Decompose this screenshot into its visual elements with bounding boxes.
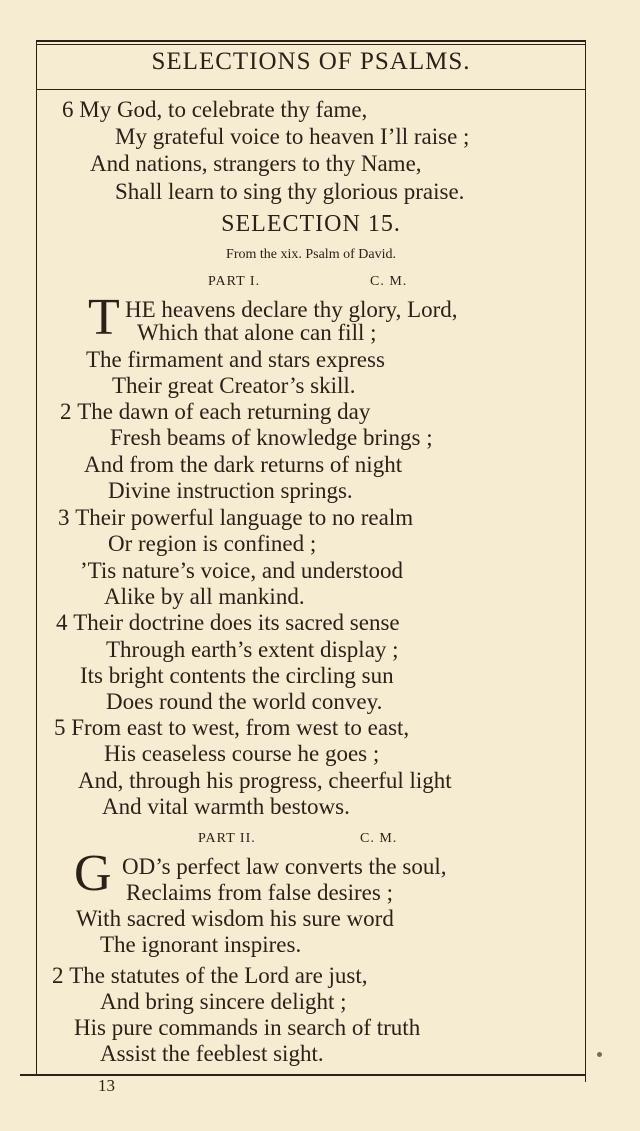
left-rule	[36, 40, 37, 1074]
verse-line: HE heavens declare thy glory, Lord,	[125, 297, 458, 322]
verse-line: 6 My God, to celebrate thy fame,	[62, 97, 368, 122]
verse-line: Shall learn to sing thy glorious praise.	[115, 179, 465, 204]
verse-line: Fresh beams of knowledge brings ;	[110, 425, 433, 450]
verse-line: OD’s perfect law converts the soul,	[122, 854, 447, 879]
verse-line: My grateful voice to heaven I’ll raise ;	[115, 124, 470, 149]
verse-line: And nations, strangers to thy Name,	[90, 151, 422, 176]
part-label: PART II.	[198, 831, 256, 846]
verse-line: 5 From east to west, from west to east,	[54, 715, 410, 740]
verse-line: 3 Their powerful language to no realm	[58, 505, 414, 530]
verse-line: And from the dark returns of night	[84, 452, 403, 477]
verse-line: Their great Creator’s skill.	[112, 373, 356, 398]
header-rule	[36, 89, 586, 90]
meter-label: C. M.	[360, 831, 398, 846]
paper-spot	[597, 1052, 602, 1057]
verse-line: The ignorant inspires.	[100, 932, 302, 957]
verse-line: 4 Their doctrine does its sacred sense	[56, 610, 400, 635]
verse-line: Assist the feeblest sight.	[100, 1041, 324, 1066]
verse-line: And bring sincere delight ;	[100, 989, 347, 1014]
running-header: SELECTIONS OF PSALMS.	[151, 48, 471, 75]
verse-line: Does round the world convey.	[106, 689, 383, 714]
verse-line: Reclaims from false desires ;	[126, 880, 393, 905]
verse-line: With sacred wisdom his sure word	[76, 906, 394, 931]
verse-line: Its bright contents the circling sun	[80, 663, 394, 688]
top-rule-thin	[36, 44, 586, 45]
verse-line: Which that alone can fill ;	[137, 320, 377, 345]
verse-line: 2 The statutes of the Lord are just,	[52, 963, 368, 988]
verse-line: Through earth’s extent display ;	[106, 637, 399, 662]
verse-line: His ceaseless course he goes ;	[104, 741, 380, 766]
part-label: PART I.	[208, 274, 261, 289]
drop-cap: T	[88, 289, 120, 346]
verse-line: The firmament and stars express	[86, 347, 385, 372]
verse-line: Divine instruction springs.	[108, 478, 353, 503]
selection-title: SELECTION 15.	[221, 211, 401, 237]
verse-line: His pure commands in search of truth	[74, 1015, 421, 1040]
top-rule	[36, 40, 586, 42]
drop-cap: G	[74, 845, 112, 902]
verse-line: And, through his progress, cheerful light	[78, 768, 452, 793]
selection-subtitle: From the xix. Psalm of David.	[226, 247, 396, 262]
verse-line: ’Tis nature’s voice, and understood	[80, 558, 404, 583]
verse-line: And vital warmth bestows.	[102, 794, 350, 819]
right-rule	[585, 40, 586, 1082]
page-number: 13	[98, 1076, 115, 1095]
verse-line: Or region is confined ;	[108, 531, 317, 556]
meter-label: C. M.	[370, 274, 408, 289]
verse-line: 2 The dawn of each returning day	[60, 399, 371, 424]
verse-line: Alike by all mankind.	[104, 584, 305, 609]
